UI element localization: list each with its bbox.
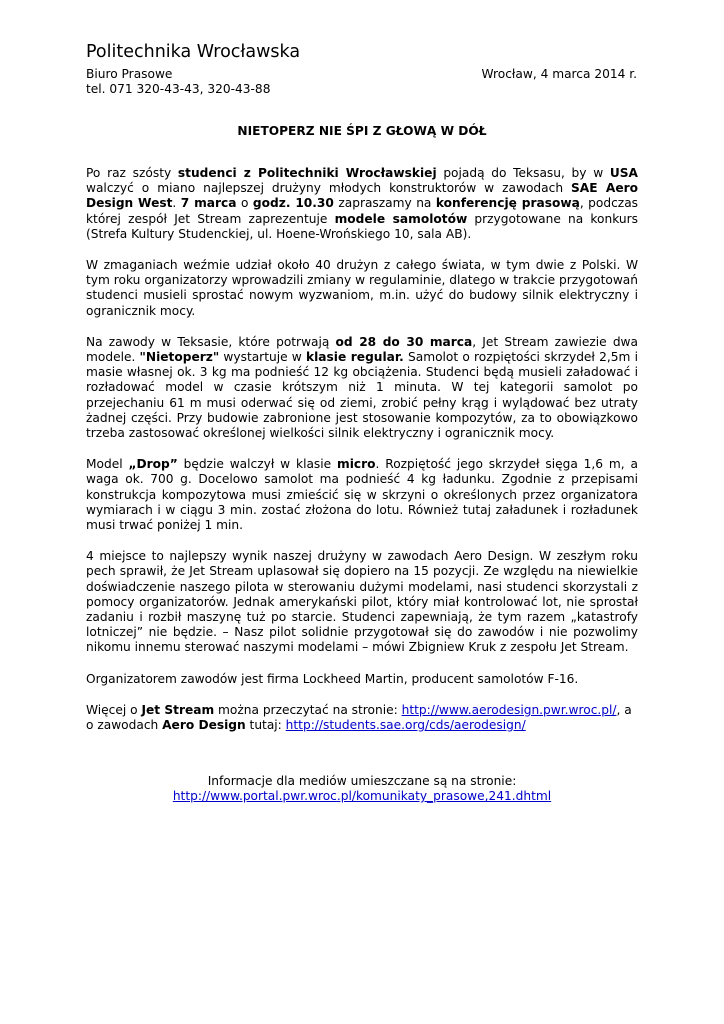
press-portal-link[interactable]: http://www.portal.pwr.wroc.pl/komunikaty_prasowe,241.dhtml [172,789,552,804]
paragraph-1 [86,166,638,242]
bold-run: godz. 10.30 [252,196,334,211]
footer-text: Informacje dla mediów umieszczane są na stronie: [207,774,517,788]
aerodesign-link[interactable]: http://www.aerodesign.pwr.wroc.pl/ [401,702,617,717]
bold-run: „Drop” [128,457,178,472]
text-run: , a o zawodach [86,702,632,733]
text-run: Na zawody w Teksasie, które potrwają [86,334,336,349]
bold-run: modele samolotów [334,211,468,226]
paragraph-2: W zmaganiach weźmie udział około 40 drużyn z całego świata, w tym dwie z Polski. W tym roku organizatorzy wprowadzili zmiany w regulaminie, dlatego w trakcie przygotowań studenci musieli sprostać nowym wyzwaniom, m.in. użyć do budowy silnik elektryczny i ogranicznik mocy. [86,258,638,318]
bold-run: 7 marca [180,196,237,211]
text-run: Po raz szósty [86,166,178,180]
text-run: . [172,196,181,211]
dateline: Wrocław, 4 marca 2014 r. [481,67,637,81]
text-run: będzie walczył w klasie [177,457,338,472]
bold-run: od 28 do 30 marca [335,334,473,349]
article-body [86,166,638,749]
paragraph-4 [86,457,638,533]
text-run: pojadą do Teksasu, by w [436,166,610,180]
text-run: . Rozpiętość jego skrzydeł sięga 1,6 m, a waga ok. 700 g. Docelowo samolot ma podnieść 4 kg ładunku. Zgodnie z przepisami konstrukcja kompozytowa musi zmieścić się w skrzyni o określonych przez organizatora wymiarach i w ciągu 3 min. zostać złożona do lotu. Również tutaj załadunek i rozładunek musi trwać poniżej 1 min. [86,457,638,533]
bold-run: "Nietoperz" [139,350,220,365]
text-run: Więcej o [86,702,142,717]
text-run: zapraszamy na [333,196,436,211]
paragraph-6: Organizatorem zawodów jest firma Lockheed Martin, producent samolotów F-16. [86,671,579,686]
text-run: przygotowane na konkurs (Strefa Kultury Studenckiej, ul. Hoene-Wrońskiego 10, sala AB). [86,211,638,241]
text-run: wystartuje w [219,350,306,365]
bold-run: studenci z Politechniki Wrocławskiej [177,166,437,180]
text-run: , Jet Stream zawiezie dwa modele. [86,334,638,365]
page-title: NIETOPERZ NIE ŚPI Z GŁOWĄ W DÓŁ [237,124,487,138]
bold-run: konferencję prasową [435,196,580,211]
bold-run: Jet Stream [141,702,215,717]
bold-run: USA [609,166,638,180]
text-run: walczyć o miano najlepszej drużyny młodych konstruktorów w zawodach [86,181,572,196]
text-run: Model [86,457,129,472]
paragraph-7 [86,703,638,733]
text-run: Samolot o rozpiętości skrzydeł 2,5m i masie własnej ok. 3 kg ma podnieść 12 kg obciążenia. Studenci będą musieli załadować i rozładować model w czasie krótszym niż 1 minuta. W tej kategorii samolot po przejechaniu 61 m musi oderwać się od ziemi, zrobić pełny krąg i wylądować bez utraty żadnej części. Przy budowie zabronione jest stosowanie kompozytów, za to obowiązkowo trzeba zastosować określonej wielkości silnik elektryczny i ogranicznik mocy. [86,350,638,441]
sae-students-link[interactable]: http://students.sae.org/cds/aerodesign/ [285,718,526,733]
text-run: można przeczytać na stronie: [214,702,402,717]
text-run: tutaj: [245,718,286,733]
paragraph-5: 4 miejsce to najlepszy wynik naszej drużyny w zawodach Aero Design. W zeszłym roku pech sprawił, że Jet Stream uplasował się dopiero na 15 pozycji. Ze względu na niewielkie doświadczenie naszego pilota w sterowaniu dużymi modelami, nasi studenci skorzystali z pomocy organizatorów. Jednak amerykański pilot, który miał kontrolować lot, nie sprostał zadaniu i rozbił maszynę tuż po starcie. Studenci zapewniają, że tym razem „katastrofy lotniczej” nie będzie. – Nasz pilot solidnie przygotował się do zawodów i nie pozwolimy nikomu innemu sterować naszymi modelami – mówi Zbigniew Kruk z zespołu Jet Stream. [86,549,638,655]
press-office: Biuro Prasowe [86,67,173,81]
media-info-footer [86,774,638,804]
bold-run: SAE Aero Design West [86,181,638,211]
paragraph-3 [86,335,638,441]
bold-run: klasie regular. [306,350,404,365]
bold-run: Aero Design [162,718,246,733]
text-run: o [236,196,253,211]
phone-numbers: tel. 071 320-43-43, 320-43-88 [86,82,271,96]
bold-run: micro [337,457,376,472]
institution-name: Politechnika Wrocławska [86,42,301,62]
text-run: , podczas której zespół Jet Stream zaprezentuje [86,196,639,226]
